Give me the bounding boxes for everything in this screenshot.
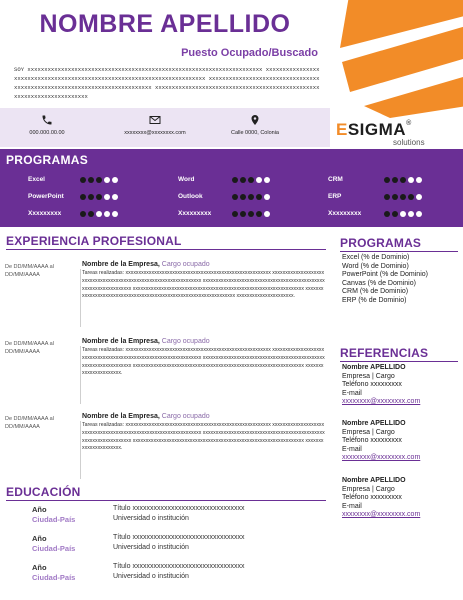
rating-dot-filled — [248, 211, 254, 217]
experience-heading — [82, 338, 210, 345]
position-title: Cargo ocupado — [161, 261, 210, 268]
skill-rating — [80, 211, 118, 217]
contact-email-text: xxxxxxxx@xxxxxxxx.com — [124, 130, 186, 136]
reference-company: Empresa | Cargo — [342, 485, 395, 493]
education-year: Año — [32, 563, 47, 572]
rating-dot-filled — [256, 194, 262, 200]
rating-dot-empty — [416, 211, 422, 217]
skill-label: ERP — [328, 193, 342, 200]
rating-dot-filled — [248, 177, 254, 183]
skill-rating — [384, 194, 422, 200]
references-title: REFERENCIAS — [340, 346, 429, 360]
skill-rating — [80, 194, 118, 200]
side-programs-title: PROGRAMAS — [340, 236, 422, 250]
envelope-icon — [149, 114, 161, 126]
program-item: CRM (% de Dominio) — [342, 288, 409, 296]
experience-description: Tareas realizadas: xxxxxxxxxxxxxxxxxxxxxxxxxxxxxxxxxxxxxxxxxxxxxxxxxxxxxxxx xxxxxxxxxxxxxxxxxxxxxxxxxxxxxxxxxxxxxxxxxxxxxxxxxxxxxxxxxxxxxxxxxx xxxxxxxxxxxxxxxxxxxxxxxxxxxxxxxxxxxxxxxxxxxxxxxxxxxxxxxxxxxxxxxxxx xxxxxxxxxxxxxxxxxxxxxxxxxxxxxxxxxxxxxxxxxxxxxxxxxxxxxxxxxxxxxxxxxx xxxxxxxxxxxxxxxxxxxxxxxxxxxxxxxxxxxxxxxxxxxxxxxxxxxxxxxxxxxxxxxxxx xxxxxxxxxxxxxxxxxxxxxx. — [82, 270, 325, 300]
education-institution: Universidad o institución — [113, 515, 189, 522]
reference-company: Empresa | Cargo — [342, 428, 395, 436]
reference-phone: Teléfono xxxxxxxxx — [342, 494, 402, 502]
rating-dot-filled — [384, 194, 390, 200]
experience-timeline-bar — [80, 269, 81, 327]
education-degree: Título xxxxxxxxxxxxxxxxxxxxxxxxxxxxxxxx — [113, 505, 245, 512]
reference-item — [342, 420, 420, 463]
rating-dot-filled — [392, 211, 398, 217]
reference-name: Nombre APELLIDO — [342, 477, 406, 484]
program-item: PowerPoint (% de Dominio) — [342, 271, 428, 279]
contact-phone-text: 000.000.00.00 — [29, 130, 65, 136]
skill-label: Outlook — [178, 193, 203, 200]
contact-email[interactable] — [110, 114, 200, 136]
education-city: Ciudad-País — [32, 515, 76, 524]
skill-rating — [232, 211, 270, 217]
rating-dot-filled — [400, 194, 406, 200]
skill-rating — [80, 177, 118, 183]
rating-dot-empty — [104, 177, 110, 183]
logo-subtitle: solutions — [393, 138, 425, 147]
rating-dot-filled — [88, 177, 94, 183]
references-divider — [340, 361, 458, 362]
contact-address — [210, 114, 300, 136]
rating-dot-filled — [232, 177, 238, 183]
contact-address-text: Calle 0000, Colonia — [230, 130, 279, 136]
experience-timeline-bar — [80, 421, 81, 479]
logo-name: SIGMA — [347, 120, 407, 139]
rating-dot-filled — [80, 211, 86, 217]
skill-rating — [232, 194, 270, 200]
experience-date: De DD/MM/AAAA al DD/MM/AAAA — [5, 341, 54, 355]
profile-summary: SOY xxxxxxxxxxxxxxxxxxxxxxxxxxxxxxxxxxxxxxxxxxxxxxxxxxxxxxxxxxxxxxxxxxxxxx xxxxxxxxxxxxxxxxxxxxxxxxxxxxxxxxxxxxxxxxxxxxxxxxxxxxxxxxxxxxxxxxxxxxxxxxx xxxxxxxxxxxxxxxxxxxxxxxxxxxxxxxxxxxxxxxxxxxxxxxxxxxxxxxxxxxxxxxxxxxxxxxxxx xxxxxxxxxxxxxxxxxxxxxxxxxxxxxxxxxxxxxxxxxxxxxxxxxxxxxxxxxxxxxxxxxxxxxxx — [14, 66, 320, 100]
phone-icon — [41, 114, 53, 126]
rating-dot-filled — [80, 194, 86, 200]
rating-dot-filled — [80, 177, 86, 183]
rating-dot-filled — [256, 211, 262, 217]
rating-dot-empty — [416, 194, 422, 200]
rating-dot-filled — [240, 211, 246, 217]
program-item: Canvas (% de Dominio) — [342, 279, 416, 287]
experience-date: De DD/MM/AAAA al DD/MM/AAAA — [5, 416, 54, 430]
company-name: Nombre de la Empresa, — [82, 338, 162, 345]
rating-dot-filled — [408, 194, 414, 200]
education-degree: Título xxxxxxxxxxxxxxxxxxxxxxxxxxxxxxxx — [113, 534, 245, 541]
program-item: Excel (% de Dominio) — [342, 254, 410, 261]
rating-dot-empty — [112, 177, 118, 183]
reference-item — [342, 364, 420, 407]
skill-label: CRM — [328, 176, 343, 183]
experience-timeline-bar — [80, 346, 81, 404]
skill-rating — [384, 177, 422, 183]
contact-phone — [2, 114, 92, 136]
skill-label: Word — [178, 176, 195, 183]
reference-email-label: E-mail — [342, 445, 362, 453]
programs-band-title: PROGRAMAS — [6, 153, 89, 167]
experience-heading — [82, 413, 210, 420]
rating-dot-empty — [264, 211, 270, 217]
skill-label: PowerPoint — [28, 193, 64, 200]
rating-dot-empty — [256, 177, 262, 183]
experience-description: Tareas realizadas: xxxxxxxxxxxxxxxxxxxxxxxxxxxxxxxxxxxxxxxxxxxxxxxxxxxxxxxx xxxxxxxxxxxxxxxxxxxxxxxxxxxxxxxxxxxxxxxxxxxxxxxxxxxxxxxxxxxxxxxxxx xxxxxxxxxxxxxxxxxxxxxxxxxxxxxxxxxxxxxxxxxxxxxxxxxxxxxxxxxxxxxxxxxx xxxxxxxxxxxxxxxxxxxxxxxxxxxxxxxxxxxxxxxxxxxxxxxxxxxxxxxxxxxxxxxxxx xxxxxxxxxxxxxxxxxxxxxx. — [82, 422, 325, 452]
skill-label: Xxxxxxxxx — [178, 210, 212, 217]
experience-date: De DD/MM/AAAA al DD/MM/AAAA — [5, 264, 54, 278]
education-year: Año — [32, 534, 47, 543]
program-item: Word (% de Dominio) — [342, 262, 409, 270]
rating-dot-filled — [392, 194, 398, 200]
experience-heading — [82, 261, 210, 268]
skill-label: Xxxxxxxxx — [328, 210, 362, 217]
rating-dot-filled — [96, 177, 102, 183]
rating-dot-empty — [416, 177, 422, 183]
skill-rating — [384, 211, 422, 217]
rating-dot-empty — [112, 211, 118, 217]
skill-label: Xxxxxxxxx — [28, 210, 62, 217]
rating-dot-empty — [264, 194, 270, 200]
company-name: Nombre de la Empresa, — [82, 261, 162, 268]
education-year: Año — [32, 505, 47, 514]
side-programs-list — [342, 254, 428, 306]
experience-divider — [6, 249, 326, 250]
reference-email-link[interactable]: xxxxxxxx@xxxxxxxx.com — [342, 511, 421, 519]
education-institution: Universidad o institución — [113, 544, 189, 551]
location-pin-icon — [249, 114, 261, 126]
program-item: ERP (% de Dominio) — [342, 296, 407, 304]
rating-dot-filled — [248, 194, 254, 200]
rating-dot-filled — [232, 211, 238, 217]
reference-phone: Teléfono xxxxxxxxx — [342, 381, 402, 389]
education-section-title: EDUCACIÓN — [6, 485, 81, 499]
rating-dot-empty — [408, 211, 414, 217]
rating-dot-empty — [96, 211, 102, 217]
company-name: Nombre de la Empresa, — [82, 413, 162, 420]
education-institution: Universidad o institución — [113, 573, 189, 580]
reference-name: Nombre APELLIDO — [342, 420, 406, 427]
rating-dot-filled — [88, 194, 94, 200]
rating-dot-filled — [400, 177, 406, 183]
education-city: Ciudad-País — [32, 544, 76, 553]
rating-dot-filled — [232, 194, 238, 200]
reference-company: Empresa | Cargo — [342, 372, 395, 380]
rating-dot-empty — [400, 211, 406, 217]
skill-label: Excel — [28, 176, 45, 183]
reference-item — [342, 477, 420, 520]
rating-dot-filled — [96, 194, 102, 200]
position-title: Cargo ocupado — [161, 413, 210, 420]
rating-dot-filled — [384, 177, 390, 183]
reference-email-link[interactable]: xxxxxxxx@xxxxxxxx.com — [342, 398, 421, 406]
reference-phone: Teléfono xxxxxxxxx — [342, 437, 402, 445]
rating-dot-filled — [384, 211, 390, 217]
candidate-role: Puesto Ocupado/Buscado — [181, 47, 318, 59]
reference-name: Nombre APELLIDO — [342, 364, 406, 371]
experience-description: Tareas realizadas: xxxxxxxxxxxxxxxxxxxxxxxxxxxxxxxxxxxxxxxxxxxxxxxxxxxxxxxx xxxxxxxxxxxxxxxxxxxxxxxxxxxxxxxxxxxxxxxxxxxxxxxxxxxxxxxxxxxxxxxxxx xxxxxxxxxxxxxxxxxxxxxxxxxxxxxxxxxxxxxxxxxxxxxxxxxxxxxxxxxxxxxxxxxx xxxxxxxxxxxxxxxxxxxxxxxxxxxxxxxxxxxxxxxxxxxxxxxxxxxxxxxxxxxxxxxxxx xxxxxxxxxxxxxxxxxxxxxx. — [82, 347, 325, 377]
education-divider — [6, 500, 326, 501]
candidate-name: NOMBRE APELLIDO — [39, 10, 291, 38]
rating-dot-empty — [104, 194, 110, 200]
logo-wordmark: ESIGMA® — [336, 120, 412, 139]
rating-dot-filled — [88, 211, 94, 217]
rating-dot-filled — [392, 177, 398, 183]
rating-dot-empty — [264, 177, 270, 183]
side-programs-divider — [340, 251, 458, 252]
rating-dot-filled — [240, 194, 246, 200]
skill-rating — [232, 177, 270, 183]
rating-dot-empty — [112, 194, 118, 200]
reference-email-label: E-mail — [342, 502, 362, 510]
education-degree: Título xxxxxxxxxxxxxxxxxxxxxxxxxxxxxxxx — [113, 563, 245, 570]
experience-section-title: EXPERIENCIA PROFESIONAL — [6, 234, 182, 248]
reference-email-label: E-mail — [342, 389, 362, 397]
rating-dot-empty — [408, 177, 414, 183]
rating-dot-filled — [240, 177, 246, 183]
position-title: Cargo ocupado — [161, 338, 210, 345]
reference-email-link[interactable]: xxxxxxxx@xxxxxxxx.com — [342, 454, 421, 462]
contact-bar — [0, 108, 330, 147]
education-city: Ciudad-País — [32, 573, 76, 582]
rating-dot-empty — [104, 211, 110, 217]
